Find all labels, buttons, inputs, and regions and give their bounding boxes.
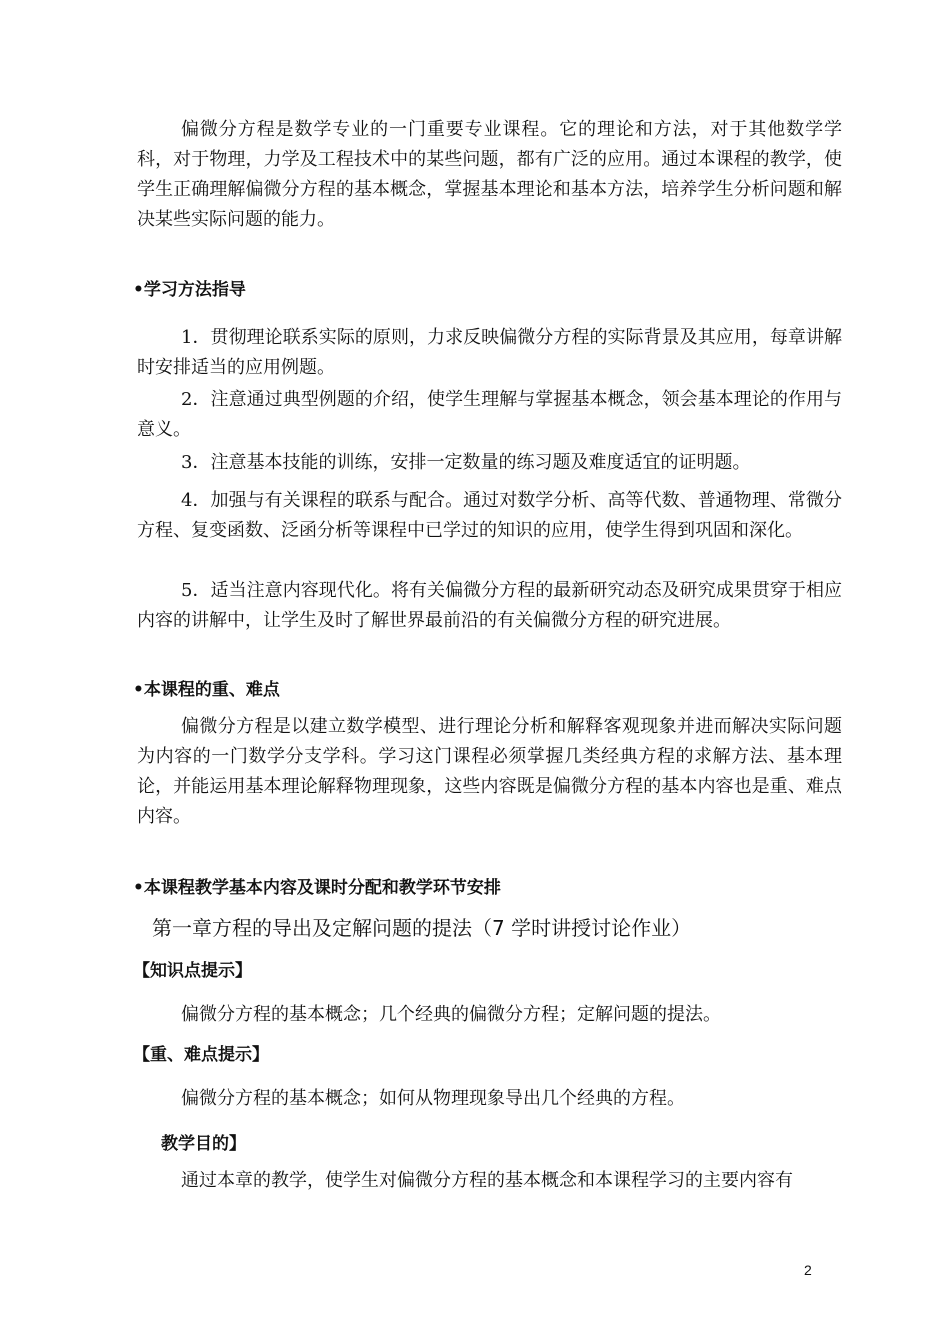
knowledge-points-text: 偏微分方程的基本概念；几个经典的偏微分方程；定解问题的提法。 (181, 1004, 721, 1025)
study-guide-item-1: 1．贯彻理论联系实际的原则，力求反映偏微分方程的实际背景及其应用，每章讲解时安排适当的应用例题。 (137, 327, 842, 378)
teaching-goal-label: 教学目的】 (161, 1134, 246, 1154)
schedule-heading: •本课程教学基本内容及课时分配和教学环节安排 (133, 878, 501, 898)
key-points-heading: •本课程的重、难点 (133, 680, 280, 700)
knowledge-points-label: 【知识点提示】 (133, 961, 252, 981)
difficulty-points-label: 【重、难点提示】 (133, 1045, 269, 1065)
study-guide-item-3: 3．注意基本技能的训练，安排一定数量的练习题及难度适宜的证明题。 (181, 452, 751, 473)
difficulty-points-text: 偏微分方程的基本概念；如何从物理现象导出几个经典的方程。 (181, 1088, 685, 1109)
study-guide-item-2: 2．注意通过典型例题的介绍，使学生理解与掌握基本概念，领会基本理论的作用与意义。 (137, 389, 842, 440)
study-guide-item-5: 5．适当注意内容现代化。将有关偏微分方程的最新研究动态及研究成果贯穿于相应内容的讲解中，让学生及时了解世界最前沿的有关偏微分方程的研究进展。 (137, 580, 842, 631)
intro-paragraph: 偏微分方程是数学专业的一门重要专业课程。它的理论和方法，对于其他数学学科，对于物理，力学及工程技术中的某些问题，都有广泛的应用。通过本课程的教学，使学生正确理解偏微分方程的基本概念，掌握基本理论和基本方法，培养学生分析问题和解决某些实际问题的能力。 (137, 119, 842, 230)
study-guide-item-4: 4．加强与有关课程的联系与配合。通过对数学分析、高等代数、普通物理、常微分方程、复变函数、泛函分析等课程中已学过的知识的应用，使学生得到巩固和深化。 (137, 490, 842, 541)
study-guide-heading: •学习方法指导 (133, 280, 246, 300)
key-points-paragraph: 偏微分方程是以建立数学模型、进行理论分析和解释客观现象并进而解决实际问题为内容的一门数学分支学科。学习这门课程必须掌握几类经典方程的求解方法、基本理论，并能运用基本理论解释物理现象，这些内容既是偏微分方程的基本内容也是重、难点内容。 (137, 716, 842, 827)
chapter-title: 第一章方程的导出及定解问题的提法（7 学时讲授讨论作业） (152, 916, 692, 940)
page-number: 2 (804, 1262, 812, 1278)
teaching-goal-text: 通过本章的教学，使学生对偏微分方程的基本概念和本课程学习的主要内容有 (181, 1170, 793, 1191)
